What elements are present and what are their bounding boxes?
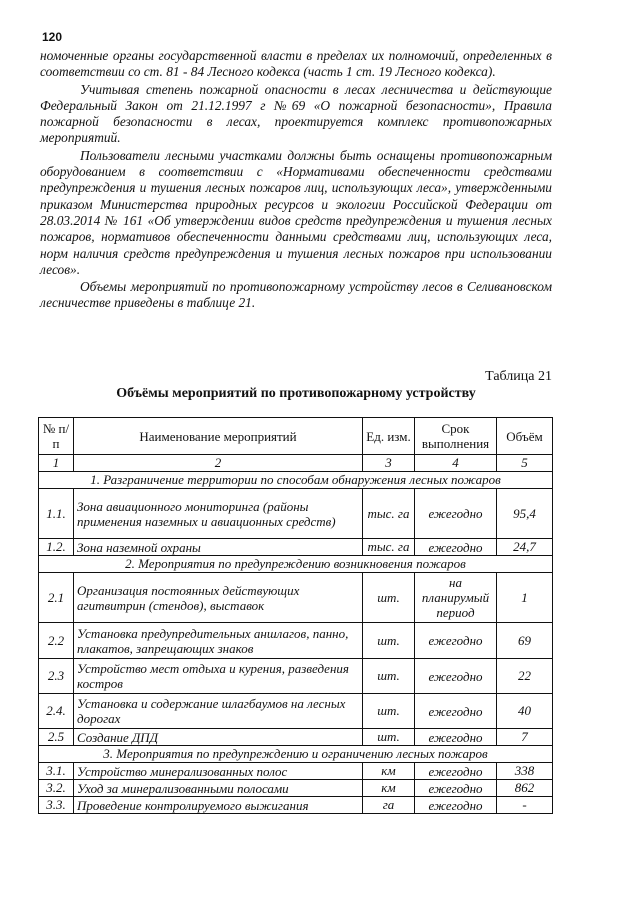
row-name: Зона наземной охраны xyxy=(74,539,363,556)
row-volume: 24,7 xyxy=(497,539,553,556)
table-row xyxy=(39,729,553,746)
row-term: ежегодно xyxy=(415,659,497,694)
row-number: 1.1. xyxy=(39,489,74,539)
row-unit: тыс. га xyxy=(363,489,415,539)
row-unit: шт. xyxy=(363,694,415,729)
table-row xyxy=(39,539,553,556)
row-unit: шт. xyxy=(363,659,415,694)
header-name: Наименование мероприятий xyxy=(74,418,363,455)
table-row xyxy=(39,623,553,659)
row-unit: шт. xyxy=(363,623,415,659)
table-row xyxy=(39,573,553,623)
row-name: Установка и содержание шлагбаумов на лесных дорогах xyxy=(74,694,363,729)
header-num: № п/п xyxy=(39,418,74,455)
row-term: ежегодно xyxy=(415,780,497,797)
row-number: 2.1 xyxy=(39,573,74,623)
row-term: ежегодно xyxy=(415,763,497,780)
section-title: 2. Мероприятия по предупреждению возникновения пожаров xyxy=(39,556,553,573)
header-volume: Объём xyxy=(497,418,553,455)
table-row xyxy=(39,694,553,729)
row-volume: 862 xyxy=(497,780,553,797)
row-volume: 7 xyxy=(497,729,553,746)
row-term: ежегодно xyxy=(415,729,497,746)
row-name: Устройство минерализованных полос xyxy=(74,763,363,780)
column-index: 4 xyxy=(415,455,497,472)
row-unit: км xyxy=(363,763,415,780)
table-row xyxy=(39,659,553,694)
page-number: 120 xyxy=(42,30,63,44)
table-row xyxy=(39,797,553,814)
column-index: 3 xyxy=(363,455,415,472)
header-unit: Ед. изм. xyxy=(363,418,415,455)
table-number: Таблица 21 xyxy=(485,369,552,384)
header-term: Срок выполнения xyxy=(415,418,497,455)
row-volume: 40 xyxy=(497,694,553,729)
row-volume: 22 xyxy=(497,659,553,694)
table-title: Объёмы мероприятий по противопожарному устройству xyxy=(116,386,476,401)
row-number: 2.5 xyxy=(39,729,74,746)
paragraph: Пользователи лесными участками должны быть оснащены противопожарным оборудованием в соответствии с «Нормативами обеспеченности средствами предупреждения и тушения лесных пожаров лиц, использующих леса», утвержденными приказом Министерства природных ресурсов и экологии Российской Федерации от 28.03.2014 № 161 «Об утверждении видов средств предупреждения и тушения лесных пожаров, нормативов обеспеченности данными средствами лиц, использующих леса, норм наличия средств предупреждения и тушения лесных пожаров при использовании лесов». xyxy=(40,147,552,277)
row-number: 3.3. xyxy=(39,797,74,814)
table-row xyxy=(39,763,553,780)
row-number: 3.1. xyxy=(39,763,74,780)
section-row xyxy=(39,556,553,573)
row-name: Установка предупредительных аншлагов, панно, плакатов, запрещающих знаков xyxy=(74,623,363,659)
row-term: ежегодно xyxy=(415,797,497,814)
row-name: Устройство мест отдыха и курения, разведения костров xyxy=(74,659,363,694)
row-term: ежегодно xyxy=(415,539,497,556)
row-unit: га xyxy=(363,797,415,814)
row-name: Организация постоянных действующих агитвитрин (стендов), выставок xyxy=(74,573,363,623)
column-index: 5 xyxy=(497,455,553,472)
column-index-row xyxy=(39,455,553,472)
row-unit: шт. xyxy=(363,573,415,623)
row-volume: 1 xyxy=(497,573,553,623)
row-volume: 69 xyxy=(497,623,553,659)
row-term: ежегодно xyxy=(415,489,497,539)
row-volume: 95,4 xyxy=(497,489,553,539)
table-row xyxy=(39,489,553,539)
row-name: Уход за минерализованными полосами xyxy=(74,780,363,797)
row-name: Создание ДПД xyxy=(74,729,363,746)
row-name: Проведение контролируемого выжигания xyxy=(74,797,363,814)
measures-table xyxy=(38,417,553,814)
column-index: 1 xyxy=(39,455,74,472)
section-row xyxy=(39,746,553,763)
paragraph: Учитывая степень пожарной опасности в лесах лесничества и действующие Федеральный Закон от 21.12.1997 г №69 «О пожарной безопасности», Правила пожарной безопасности в лесах, проектируется комплекс противопожарных мероприятий. xyxy=(40,81,552,146)
column-index: 2 xyxy=(74,455,363,472)
paragraph: Объемы мероприятий по противопожарному устройству лесов в Селивановском лесничестве приведены в таблице 21. xyxy=(40,279,552,311)
row-number: 1.2. xyxy=(39,539,74,556)
body-text xyxy=(40,48,552,312)
row-volume: - xyxy=(497,797,553,814)
row-term: ежегодно xyxy=(415,623,497,659)
row-number: 2.2 xyxy=(39,623,74,659)
row-number: 3.2. xyxy=(39,780,74,797)
row-unit: тыс. га xyxy=(363,539,415,556)
section-title: 3. Мероприятия по предупреждению и ограничению лесных пожаров xyxy=(39,746,553,763)
row-name: Зона авиационного мониторинга (районы применения наземных и авиационных средств) xyxy=(74,489,363,539)
row-term: на планирумый период xyxy=(415,573,497,623)
row-term: ежегодно xyxy=(415,694,497,729)
paragraph: номоченные органы государственной власти в пределах их полномочий, определенных в соответствии со ст. 81 - 84 Лесного кодекса (часть 1 ст. 19 Лесного кодекса). xyxy=(40,48,552,80)
row-unit: км xyxy=(363,780,415,797)
row-unit: шт. xyxy=(363,729,415,746)
table-row xyxy=(39,780,553,797)
section-title: 1. Разграничение территории по способам обнаружения лесных пожаров xyxy=(39,472,553,489)
row-volume: 338 xyxy=(497,763,553,780)
section-row xyxy=(39,472,553,489)
row-number: 2.3 xyxy=(39,659,74,694)
table-header-row xyxy=(39,418,553,455)
row-number: 2.4. xyxy=(39,694,74,729)
